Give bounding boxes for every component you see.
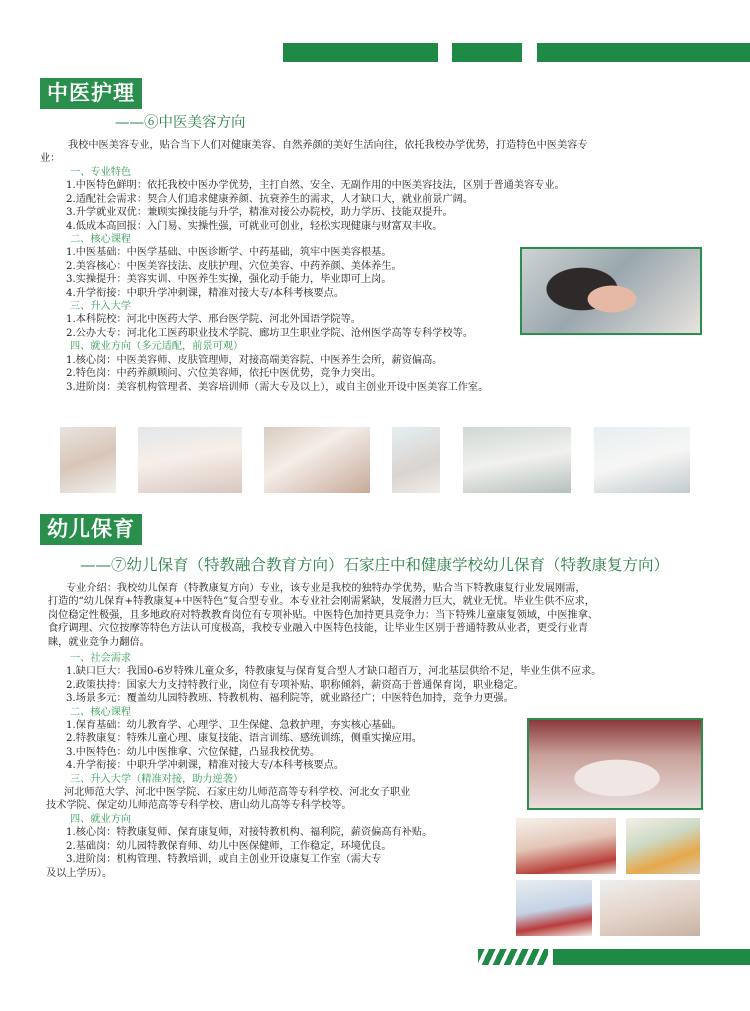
intro-line: 我校中医美容专业，贴合当下人们对健康美容、自然养颜的美好生活向往，依托我校办学优势，打造特色中医美容专 bbox=[68, 140, 588, 151]
header-bar-2 bbox=[452, 43, 522, 62]
list-item: 1.保育基础：幼儿教育学、心理学、卫生保健、急救护理，夯实核心基础。 bbox=[66, 720, 402, 732]
list-item: 3.中医特色：幼儿中医推拿、穴位保健，凸显我校优势。 bbox=[66, 746, 321, 758]
classroom-photo-7 bbox=[598, 878, 702, 938]
intro-line: 专业介绍：我校幼儿保育（特教康复方向）专业，该专业是我校的独特办学优势，贴合当下特教康复行业发展刚需， bbox=[66, 583, 586, 594]
section-subtitle-tcm: ——⑥中医美容方向 bbox=[115, 115, 246, 131]
list-item: 2.特色岗：中药养颜顾问、穴位美容师，依托中医优势，竞争力突出。 bbox=[66, 368, 382, 380]
block-heading: 二、核心课程 bbox=[70, 234, 132, 246]
list-item: 3.场景多元：覆盖幼儿园特教班、特教机构、福利院等，就业路径广；中医特色加持，竞争力更强。 bbox=[66, 693, 514, 705]
list-item: 3.进阶岗：机构管理、特教培训，或自主创业开设康复工作室（需大专 bbox=[66, 854, 382, 866]
footer-bar bbox=[553, 949, 750, 965]
block-heading: 三、升入大学（精准对接，助力逆袭） bbox=[70, 773, 244, 785]
list-item: 1.核心岗：特教康复师、保育康复师，对接特教机构、福利院，薪资偏高有补贴。 bbox=[66, 827, 433, 839]
list-item: 4.升学衔接：中职升学冲刺课，精准对接大专/本科考核要点。 bbox=[66, 287, 345, 299]
list-item: 河北师范大学、河北中医学院、石家庄幼儿师范高等专科学校、河北女子职业 bbox=[64, 787, 411, 799]
block-heading: 四、就业方向 bbox=[70, 813, 132, 825]
footer-stripes bbox=[478, 949, 548, 965]
list-item: 2.美容核心：中医美容技法、皮肤护理、穴位美容、中药养颜、美体养生。 bbox=[66, 260, 402, 272]
section-subtitle-childcare: ——⑦幼儿保育（特教融合教育方向）石家庄中和健康学校幼儿保育（特教康复方向） bbox=[80, 556, 670, 574]
list-item: 3.实操提升：美容实训、中医养生实操，强化动手能力，毕业即可上岗。 bbox=[66, 274, 392, 286]
list-item: 2.基础岗：幼儿园特教保育师、幼儿中医保健师，工作稳定，环境优良。 bbox=[66, 840, 392, 852]
intro-line: 岗位稳定性极强，且多地政府对特教教育岗位有专项补贴。中医特色加持更具竞争力：当下特殊儿童康复领域，中医推拿、 bbox=[48, 609, 599, 621]
performance-photo bbox=[527, 718, 703, 810]
classroom-photo-1 bbox=[58, 425, 118, 495]
classroom-photo-4 bbox=[390, 425, 442, 495]
block-heading: 二、核心课程 bbox=[70, 706, 132, 718]
list-item: 2.特教康复：特殊儿童心理、康复技能、语言训练、感统训练，侧重实操应用。 bbox=[66, 733, 423, 745]
block-heading: 一、专业特色 bbox=[70, 167, 132, 178]
block-heading: 三、升入大学 bbox=[70, 301, 132, 313]
tcm-intro bbox=[40, 139, 730, 166]
list-item: 1.本科院校：河北中医药大学、邢台医学院、河北外国语学院等。 bbox=[66, 314, 361, 326]
list-item: 技术学院、保定幼儿师范高等专科学校、唐山幼儿高等专科学校等。 bbox=[46, 800, 352, 812]
intro-line: 睐，就业竞争力翻倍。 bbox=[48, 636, 150, 648]
list-item: 2.适配社会需求：契合人们追求健康养颜、抗衰养生的需求，人才缺口大，就业前景广阔。 bbox=[66, 193, 474, 205]
section-title-childcare: 幼儿保育 bbox=[40, 514, 142, 545]
intro-line: 打造的“幼儿保育+特教康复+中医特色”复合型专业。本专业社会刚需紧缺，发展潜力巨大，就业无忧。毕业生供不应求， bbox=[48, 596, 596, 608]
intro-line: 食疗调理、穴位按摩等特色方法认可度极高，我校专业融入中医特色技能，让毕业生区别于普通特教从业者，更受行业青 bbox=[48, 623, 588, 635]
list-item: 及以上学历）。 bbox=[46, 867, 113, 879]
classroom-photo-5 bbox=[461, 425, 573, 495]
playroom-photo bbox=[624, 816, 702, 876]
therapy-room-photo bbox=[514, 878, 594, 938]
list-item: 3.进阶岗：美容机构管理者、美容培训师（需大专及以上），或自主创业开设中医美容工作室。 bbox=[66, 381, 489, 393]
section-title-tcm: 中医护理 bbox=[40, 78, 142, 109]
list-item: 1.缺口巨大：我国0-6岁特殊儿童众多，特教康复与保育复合型人才缺口超百万，河北基层供给不足，毕业生供不应求。 bbox=[66, 666, 602, 678]
classroom-photo-2 bbox=[136, 425, 244, 495]
list-item: 2.公办大专：河北化工医药职业技术学院、廊坊卫生职业学院、沧州医学高等专科学校等。 bbox=[66, 327, 474, 339]
classroom-photo-6 bbox=[592, 425, 692, 495]
header-bar-3 bbox=[537, 43, 750, 62]
list-item: 3.升学就业双优：兼顾实操技能与升学，精准对接公办院校，助力学历、技能双提升。 bbox=[66, 207, 453, 219]
list-item: 1.中医特色鲜明：依托我校中医办学优势，主打自然、安全、无副作用的中医美容技法，区别于普通美容专业。 bbox=[66, 180, 565, 192]
block-heading: 四、就业方向（多元适配，前景可观） bbox=[70, 341, 244, 353]
list-item: 4.低成本高回报：入门易、实操性强，可就业可创业，轻松实现健康与财富双丰收。 bbox=[66, 220, 443, 232]
childcare-intro bbox=[48, 582, 728, 649]
list-item: 1.核心岗：中医美容师、皮肤管理师，对接高端美容院、中医养生会所，薪资偏高。 bbox=[66, 354, 443, 366]
facial-treatment-photo bbox=[520, 247, 702, 335]
class-activity-photo bbox=[514, 816, 618, 876]
list-item: 4.升学衔接：中职升学冲刺课，精准对接大专/本科考核要点。 bbox=[66, 760, 345, 772]
block-heading: 一、社会需求 bbox=[70, 653, 132, 664]
header-bar-1 bbox=[283, 43, 438, 62]
list-item: 1.中医基础：中医学基础、中医诊断学、中药基础，筑牢中医美容根基。 bbox=[66, 247, 392, 259]
classroom-photo-3 bbox=[262, 425, 372, 495]
list-item: 2.政策扶持：国家大力支持特教行业，岗位有专项补贴、职称倾斜，薪资高于普通保育岗，职业稳定。 bbox=[66, 679, 524, 691]
intro-line: 业： bbox=[40, 153, 61, 165]
